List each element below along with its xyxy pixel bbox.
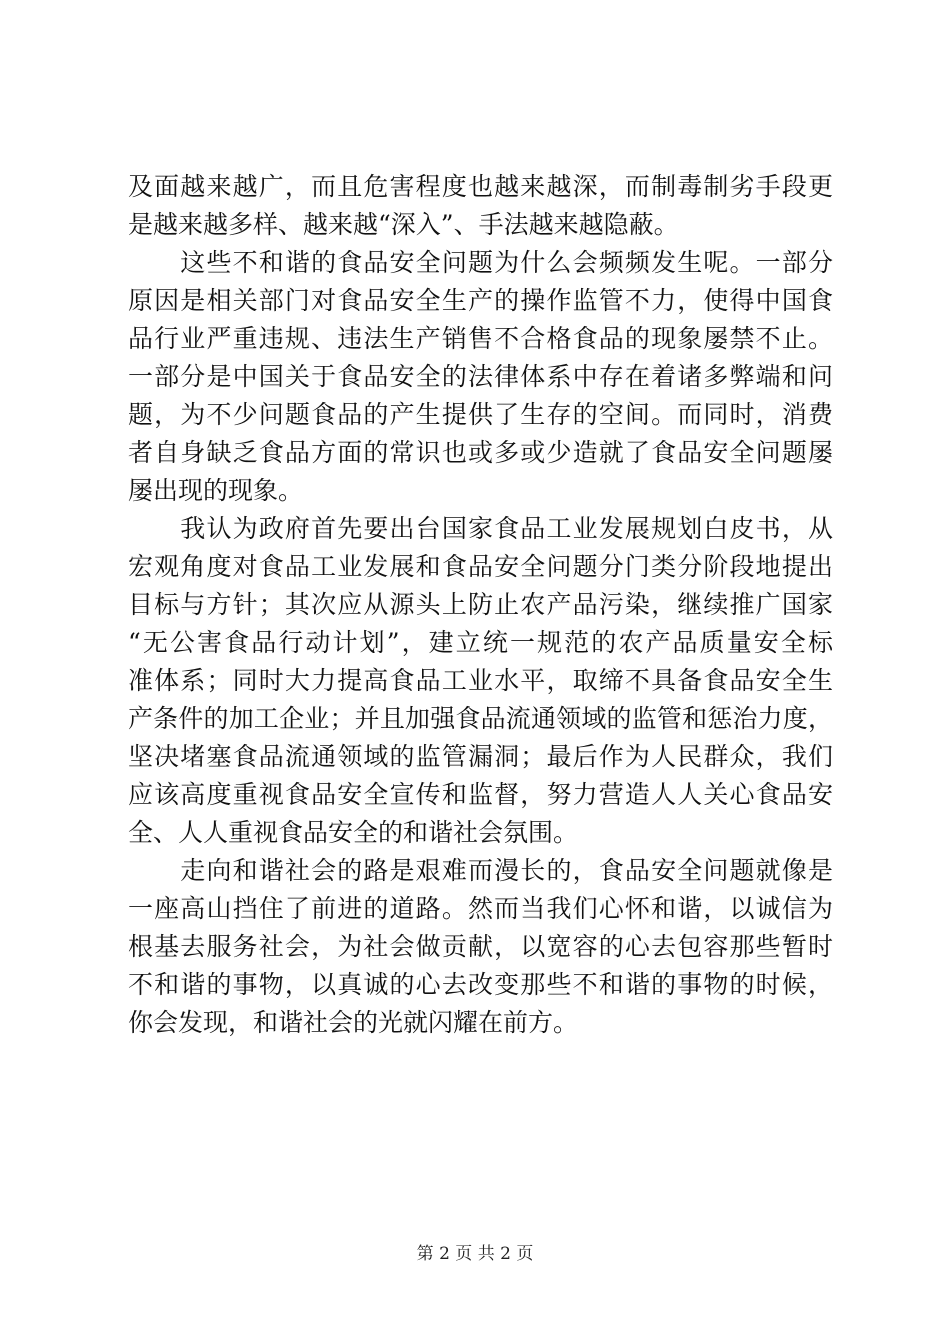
text-line: 准体系；同时大力提高食品工业水平，取缔不具备食品安全生 [128,666,833,695]
text-line: 应该高度重视食品安全宣传和监督，努力营造人人关心食品安 [128,780,833,809]
text-line: 根基去服务社会，为社会做贡献，以宽容的心去包容那些暂时 [128,932,833,961]
text-line: 我认为政府首先要出台国家食品工业发展规划白皮书，从 [128,514,833,543]
text-line: 宏观角度对食品工业发展和食品安全问题分门类分阶段地提出 [128,552,833,581]
document-body [128,168,833,1042]
text-line: 者自身缺乏食品方面的常识也或多或少造就了食品安全问题屡 [128,438,833,467]
text-line: 目标与方针；其次应从源头上防止农产品污染，继续推广国家 [128,590,833,619]
text-line: 题，为不少问题食品的产生提供了生存的空间。而同时，消费 [128,400,833,429]
text-line: 是越来越多样、越来越“深入”、手法越来越隐蔽。 [128,210,679,239]
text-line: 一部分是中国关于食品安全的法律体系中存在着诸多弊端和问 [128,362,833,391]
text-line: 一座高山挡住了前进的道路。然而当我们心怀和谐，以诚信为 [128,894,833,923]
text-line: 不和谐的事物，以真诚的心去改变那些不和谐的事物的时候， [128,970,833,999]
text-line: “无公害食品行动计划”，建立统一规范的农产品质量安全标 [128,628,833,657]
text-line: 全、人人重视食品安全的和谐社会氛围。 [128,818,579,847]
page-number-footer: 第 2 页 共 2 页 [416,1244,534,1264]
text-line: 走向和谐社会的路是艰难而漫长的，食品安全问题就像是 [128,856,833,885]
text-line: 屡出现的现象。 [128,476,304,505]
text-line: 及面越来越广，而且危害程度也越来越深，而制毒制劣手段更 [128,172,833,201]
text-line: 原因是相关部门对食品安全生产的操作监管不力，使得中国食 [128,286,833,315]
text-line: 坚决堵塞食品流通领域的监管漏洞；最后作为人民群众，我们 [128,742,833,771]
text-line: 你会发现，和谐社会的光就闪耀在前方。 [128,1008,579,1037]
text-line: 产条件的加工企业；并且加强食品流通领域的监管和惩治力度， [128,704,833,733]
text-line: 这些不和谐的食品安全问题为什么会频频发生呢。一部分 [128,248,833,277]
text-line: 品行业严重违规、违法生产销售不合格食品的现象屡禁不止。 [128,324,833,353]
